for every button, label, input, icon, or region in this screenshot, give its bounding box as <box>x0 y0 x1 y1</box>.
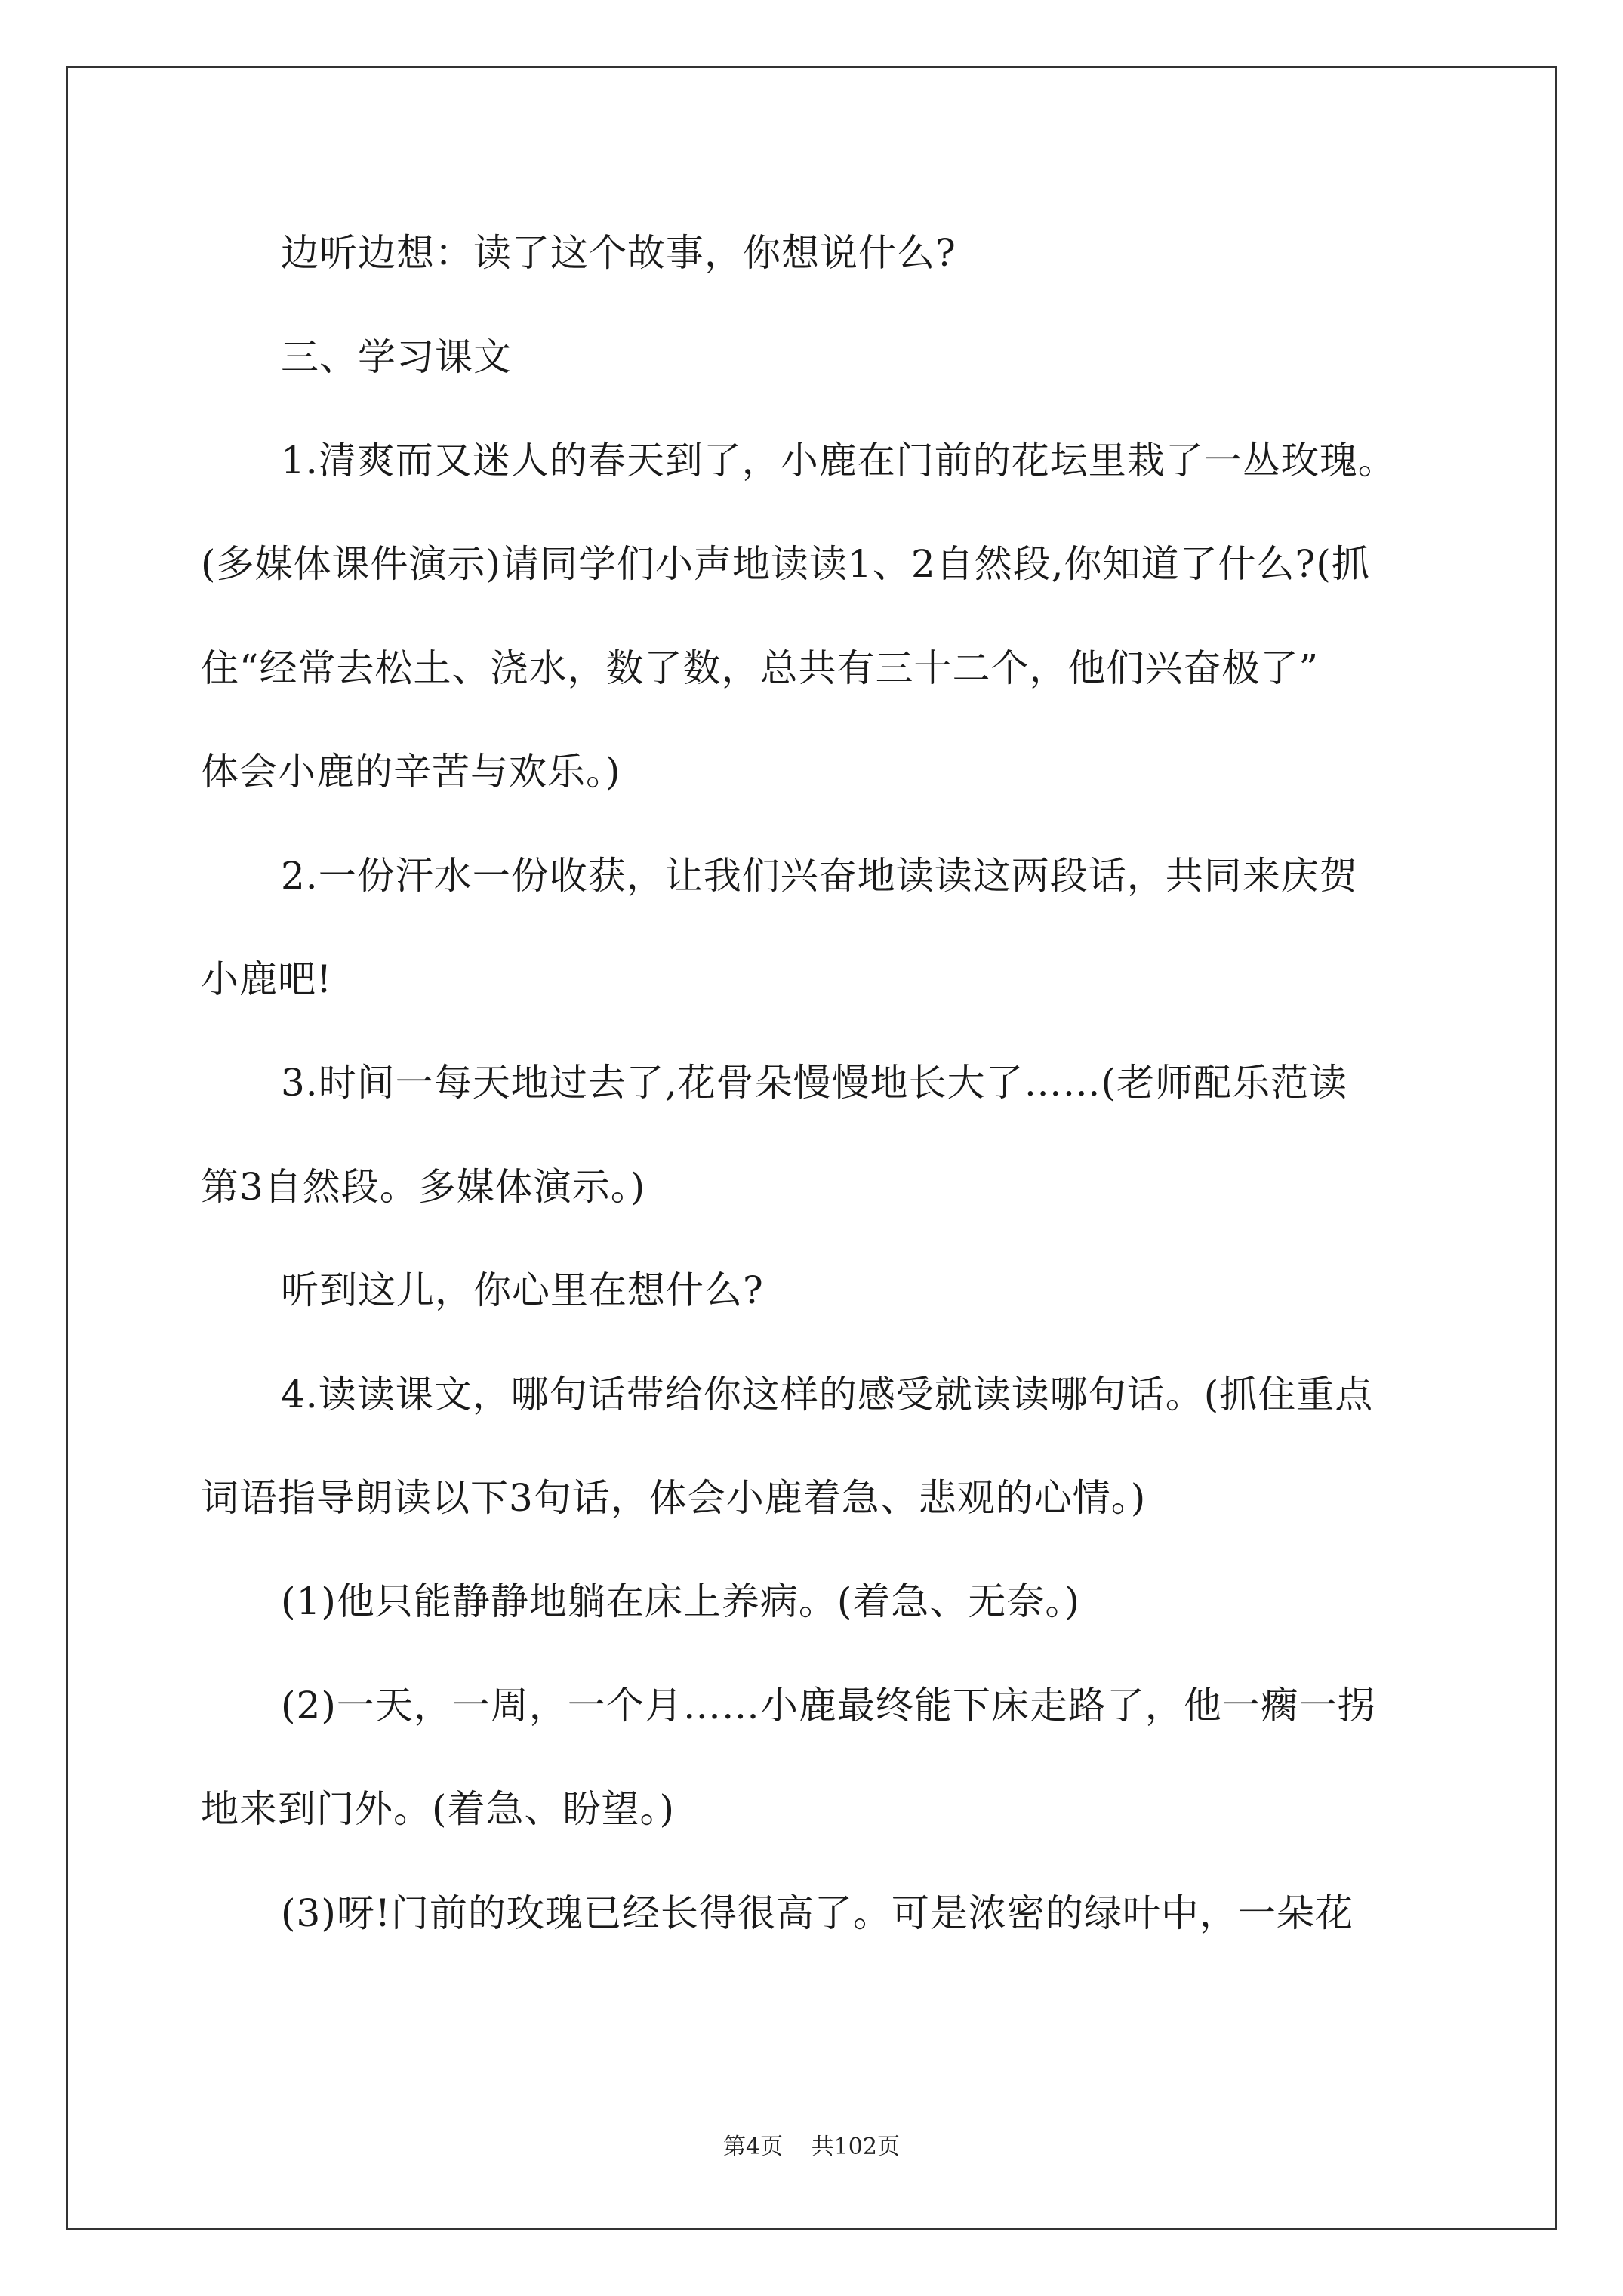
text-line-7: 2.一份汗水一份收获，让我们兴奋地读读这两段话，共同来庆贺 <box>281 854 1358 898</box>
text-line-13: 词语指导朗读以下3句话，体会小鹿着急、悲观的心情。) <box>201 1476 1147 1520</box>
text-line-8: 小鹿吧! <box>201 957 333 1001</box>
text-line-16: 地来到门外。(着急、盼望。) <box>201 1787 676 1831</box>
text-line-11: 听到这儿，你心里在想什么? <box>281 1268 764 1312</box>
text-line-14: (1)他只能静静地躺在床上养病。(着急、无奈。) <box>281 1579 1080 1623</box>
text-line-1: 边听边想：读了这个故事，你想说什么? <box>281 231 956 275</box>
text-line-15: (2)一天，一周，一个月……小鹿最终能下床走路了，他一瘸一拐 <box>281 1684 1376 1727</box>
text-line-4: (多媒体课件演示)请同学们小声地读读1、2自然段,你知道了什么?(抓 <box>201 542 1370 586</box>
page-total: 共102页 <box>811 2134 900 2160</box>
page-number: 第4页 <box>723 2134 784 2160</box>
text-line-9: 3.时间一每天地过去了,花骨朵慢慢地长大了……(老师配乐范读 <box>281 1061 1348 1105</box>
page-footer <box>0 2134 1623 2161</box>
text-line-5: 住“经常去松土、浇水，数了数，总共有三十二个，他们兴奋极了” <box>201 646 1320 690</box>
text-line-17: (3)呀!门前的玫瑰已经长得很高了。可是浓密的绿叶中，一朵花 <box>281 1891 1354 1935</box>
text-line-6: 体会小鹿的辛苦与欢乐。) <box>201 750 621 794</box>
text-line-12: 4.读读课文，哪句话带给你这样的感受就读读哪句话。(抓住重点 <box>281 1373 1374 1416</box>
section-heading: 三、学习课文 <box>281 335 512 379</box>
text-line-10: 第3自然段。多媒体演示。) <box>201 1165 646 1209</box>
text-line-3: 1.清爽而又迷人的春天到了，小鹿在门前的花坛里栽了一丛玫瑰。 <box>281 439 1397 482</box>
